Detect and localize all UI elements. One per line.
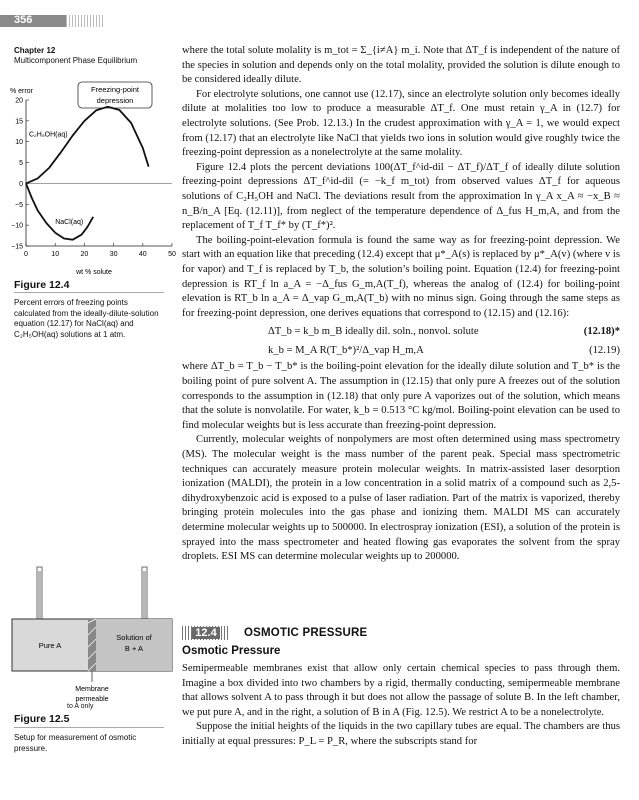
equation-12-19 <box>182 344 620 359</box>
y-tick-label: 5 <box>19 160 23 168</box>
y-tick-label: −15 <box>11 243 23 251</box>
page-number-bar <box>0 15 66 27</box>
paragraph: where the total solute molality is m_tot = Σ_{i≠A} m_i. Note that ΔT_f is independent of the nature of the species in solution and depends only on the total molality, provided the solution is dilute enough to be considered ideally dilute. <box>182 45 620 86</box>
solution-label-2: B + A <box>124 644 144 653</box>
equation-number: (12.19) <box>589 344 620 356</box>
chart-legend-line2: depression <box>96 96 134 105</box>
equation-12-18 <box>182 325 620 340</box>
solution-label-1: Solution of <box>116 633 152 642</box>
equation-text: k_b = M_A R(T_b*)²/Δ_vap H_m,A <box>268 344 424 356</box>
right-capillary-liquid <box>143 571 146 619</box>
x-tick-label: 30 <box>109 251 118 258</box>
y-tick-label: 0 <box>19 180 23 188</box>
equation-number: (12.18)* <box>583 326 620 338</box>
paragraph: Currently, molecular weights of nonpolymers are most often determined using mass spectrometry (MS). The molecular weight is the mass number of the parent peak. Special mass spectrometric techniques can accurately measure protein molecular weights. In matrix-assisted laser desorption ionization (MALDI), the protein in a low concentration in a solid matrix of a compound such as 2,5-dihydroxybenzoic acid is exposed to a pulse of laser radiation. Part of the matrix is vaporized, thereby bringing protein molecules into the gas phase and ionizing them. MALDI MS can accurately determine molecular weights up to 500000. In electrospray ionization (ESI), a solution of the protein is sprayed into the mass spectrometer and heated flowing gas evaporates the solvent from the spray droplets. ESI MS can determine molecular weights up to 200000. <box>182 434 620 563</box>
series-label-ethanol: C₂H₅OH(aq) <box>29 131 68 139</box>
x-tick-label: 10 <box>51 251 60 258</box>
y-tick-label: 10 <box>15 139 23 147</box>
paragraph: where ΔT_b = T_b − T_b* is the boiling-point elevation for the ideally dilute solution and T_b* is the boiling point of pure solvent A. The assumption in (12.15) that only pure A freezes out of the solution corresponds to the assumption in (12.18) that only pure A vaporizes out of the solution, which means that the solute is nonvolatile. For water, k_b = 0.513 °C kg/mol. Boiling-point elevation can be used to find molecular weights but is less accurate than freezing-point depression. <box>182 361 620 431</box>
chart-ylabel: % error <box>10 88 33 95</box>
chart-plot-area <box>11 98 176 259</box>
equation-text: ΔT_b = k_b m_B ideally dil. soln., nonvol. solute <box>268 326 479 338</box>
subsection-heading: Osmotic Pressure <box>182 645 281 657</box>
x-tick-label: 50 <box>168 251 176 258</box>
chapter-title: Multicomponent Phase Equilibrium <box>14 56 138 65</box>
membrane-label-2: permeable <box>75 696 109 703</box>
chart-legend-line1: Freezing-point <box>91 85 139 94</box>
section-number-box <box>182 626 230 640</box>
paragraph: Figure 12.4 plots the percent deviations 100(ΔT_f^id-dil − ΔT_f)/ΔT_f of ideally dilute solution freezing-point depressions ΔT_f^id-dil (= −k_f m_tot) from observed values ΔT_f for aqueous solutions of C₂H₅OH and NaCl. The deviations result from the approximation ln γ_A x_A ≈ −x_B ≈ n_B/n_A [Eq. (12.11)], from neglect of the temperature dependence of Δ_fus H_m,A, and from the replacement of T_f T_f* by (T_f*)². <box>182 161 620 232</box>
section-number: 12.4 <box>192 627 219 639</box>
page-number: 356 <box>14 14 33 26</box>
figure-12-4-chart <box>4 80 180 276</box>
chapter-heading <box>14 46 137 66</box>
series-line-2 <box>26 183 93 239</box>
paragraph: The boiling-point-elevation formula is found the same way as for freezing-point depression. We start with an equation like that preceding (12.4) except that μ*_A(s) is replaced by μ*_A(v) (where v is for vapor) and T_f is replaced by T_b, the solution’s boiling point. Equation (12.4) for freezing-point depression is RT_f ln a_A = −Δ_fus G_m,A(T_f), whereas the analog of (12.4) for boiling-point elevation is RT_b ln a_A = Δ_vap G_m,A(T_b) with no minus sign. Going through the same steps as for freezing-point depression, one derives equations that correspond to (12.15) and (12.16): <box>182 234 620 319</box>
membrane-label-3: to A only <box>67 703 94 710</box>
series-label-nacl: NaCl(aq) <box>55 218 84 226</box>
chart-xlabel: wt % solute <box>76 269 112 276</box>
y-tick-label: 20 <box>15 97 23 105</box>
y-tick-label: −5 <box>15 201 23 209</box>
pure-a-label: Pure A <box>38 641 62 650</box>
y-tick-label: −10 <box>11 222 23 230</box>
figure-12-4-rule <box>14 292 164 293</box>
chapter-label: Chapter 12 <box>14 46 56 55</box>
x-tick-label: 40 <box>138 251 147 258</box>
figure-12-5-rule <box>14 727 164 728</box>
figure-12-5-caption: Setup for measurement of osmotic pressure. <box>14 733 137 753</box>
paragraph: Semipermeable membranes exist that allow only certain chemical species to pass through them. Imagine a box divided into two chambers by a rigid, thermally conducting, semipermeable membrane that allows solvent A to pass through it but does not allow the passage of solute B. In the left chamber, we put pure A, and in the right, a solution of B in A (Fig. 12.5). We restrict A to be a nonelectrolyte. <box>182 663 620 718</box>
left-capillary-liquid <box>38 571 41 619</box>
membrane-label-1: Membrane <box>75 686 109 693</box>
x-tick-label: 0 <box>24 251 28 258</box>
figure-12-4-caption: Percent errors of freezing points calculated from the ideally-dilute-solution equation (12.17) for NaCl(aq) and C₂H₅OH(aq) solutions at 1 atm. <box>14 298 159 339</box>
paragraph: Suppose the initial heights of the liquids in the two capillary tubes are equal. The chambers are thus initially at equal pressures: P_L = P_R, where the subscripts stand for <box>182 721 620 747</box>
page-number-bar-hatch <box>66 15 104 27</box>
section-title: OSMOTIC PRESSURE <box>244 627 368 639</box>
section-text <box>182 662 620 750</box>
y-tick-label: 15 <box>15 118 23 126</box>
figure-12-5-diagram <box>4 565 180 705</box>
figure-12-4-label: Figure 12.4 <box>14 279 70 291</box>
section-heading <box>182 626 367 640</box>
x-tick-label: 20 <box>80 251 89 258</box>
figure-12-5-label: Figure 12.5 <box>14 713 70 725</box>
paragraph: For electrolyte solutions, one cannot use (12.17), since an electrolyte solution only becomes ideally dilute at molalities too low to produce a measurable ΔT_f. One must retain γ_A in (12.7) for electrolyte solutions. (See Prob. 12.13.) In the crudest approximation with γ_A = 1, we would expect from (12.17) that an electrolyte like NaCl that yields two ions in solution would give roughly twice the freezing-point depression as a nonelectrolyte at the same molality. <box>182 88 620 159</box>
series-line-1 <box>26 107 149 184</box>
main-text-column <box>182 44 620 565</box>
membrane <box>88 619 96 671</box>
